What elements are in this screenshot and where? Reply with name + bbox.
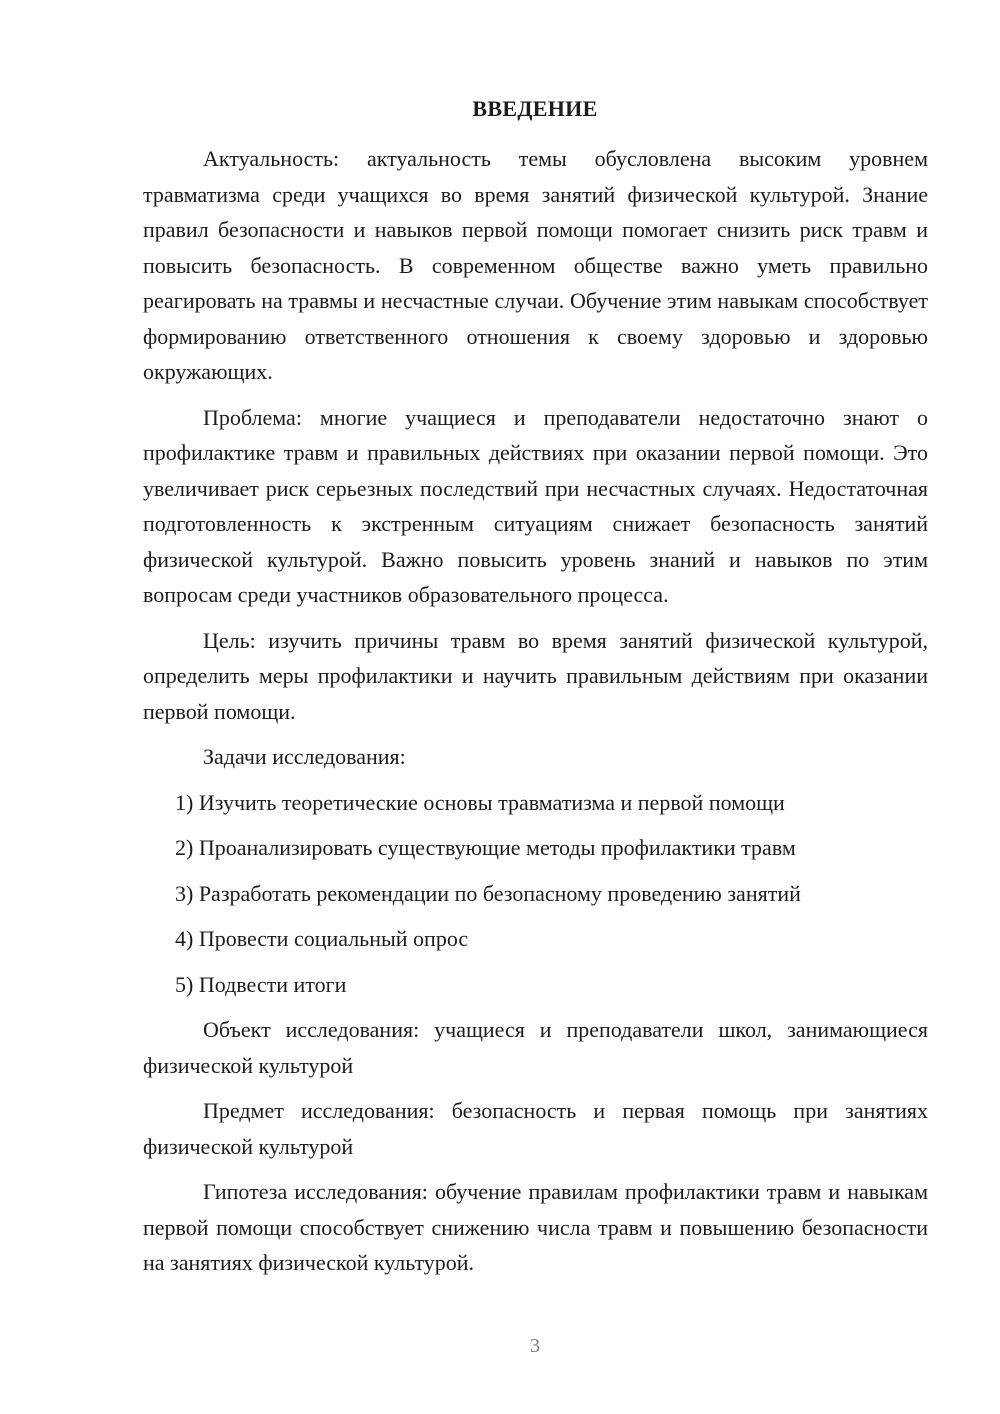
page-title: ВВЕДЕНИЕ: [472, 96, 598, 121]
paragraph-relevance: Актуальность: актуальность темы обусловлена высоким уровнем травматизма среди учащихся во время занятий физической культурой. Знание правил безопасности и навыков первой помощи помогает снизить риск травм и повысить безопасность. В современном обществе важно уметь правильно реагировать на травмы и несчастные случаи. Обучение этим навыкам способствует формированию ответственного отношения к своему здоровью и здоровью окружающих.: [143, 146, 928, 384]
paragraph-object: Объект исследования: учащиеся и преподаватели школ, занимающиеся физической культурой: [143, 1017, 928, 1078]
paragraph-hypothesis: Гипотеза исследования: обучение правилам профилактики травм и навыкам первой помощи способствует снижению числа травм и повышению безопасности на занятиях физической культурой.: [143, 1179, 928, 1275]
task-item: 5) Подвести итоги: [175, 971, 347, 997]
task-item: 1) Изучить теоретические основы травматизма и первой помощи: [175, 789, 785, 815]
task-item: 2) Проанализировать существующие методы профилактики травм: [175, 835, 796, 860]
paragraph-subject: Предмет исследования: безопасность и первая помощь при занятиях физической культурой: [143, 1098, 928, 1159]
task-item: 3) Разработать рекомендации по безопасному проведению занятий: [175, 880, 801, 906]
task-list: [143, 785, 928, 1003]
page-content: [143, 141, 928, 1291]
task-item: 4) Провести социальный опрос: [175, 926, 469, 951]
paragraph-problem: Проблема: многие учащиеся и преподаватели недостаточно знают о профилактике травм и правильных действиях при оказании первой помощи. Это увеличивает риск серьезных последствий при несчастных случаях. Недостаточная подготовленность к экстренным ситуациям снижает безопасность занятий физической культурой. Важно повысить уровень знаний и навыков по этим вопросам среди участников образовательного процесса.: [143, 404, 928, 607]
tasks-heading: Задачи исследования:: [203, 744, 406, 769]
page-number: 3: [530, 1335, 540, 1357]
paragraph-goal: Цель: изучить причины травм во время занятий физической культурой, определить меры профилактики и научить правильным действиям при оказании первой помощи.: [143, 627, 928, 724]
